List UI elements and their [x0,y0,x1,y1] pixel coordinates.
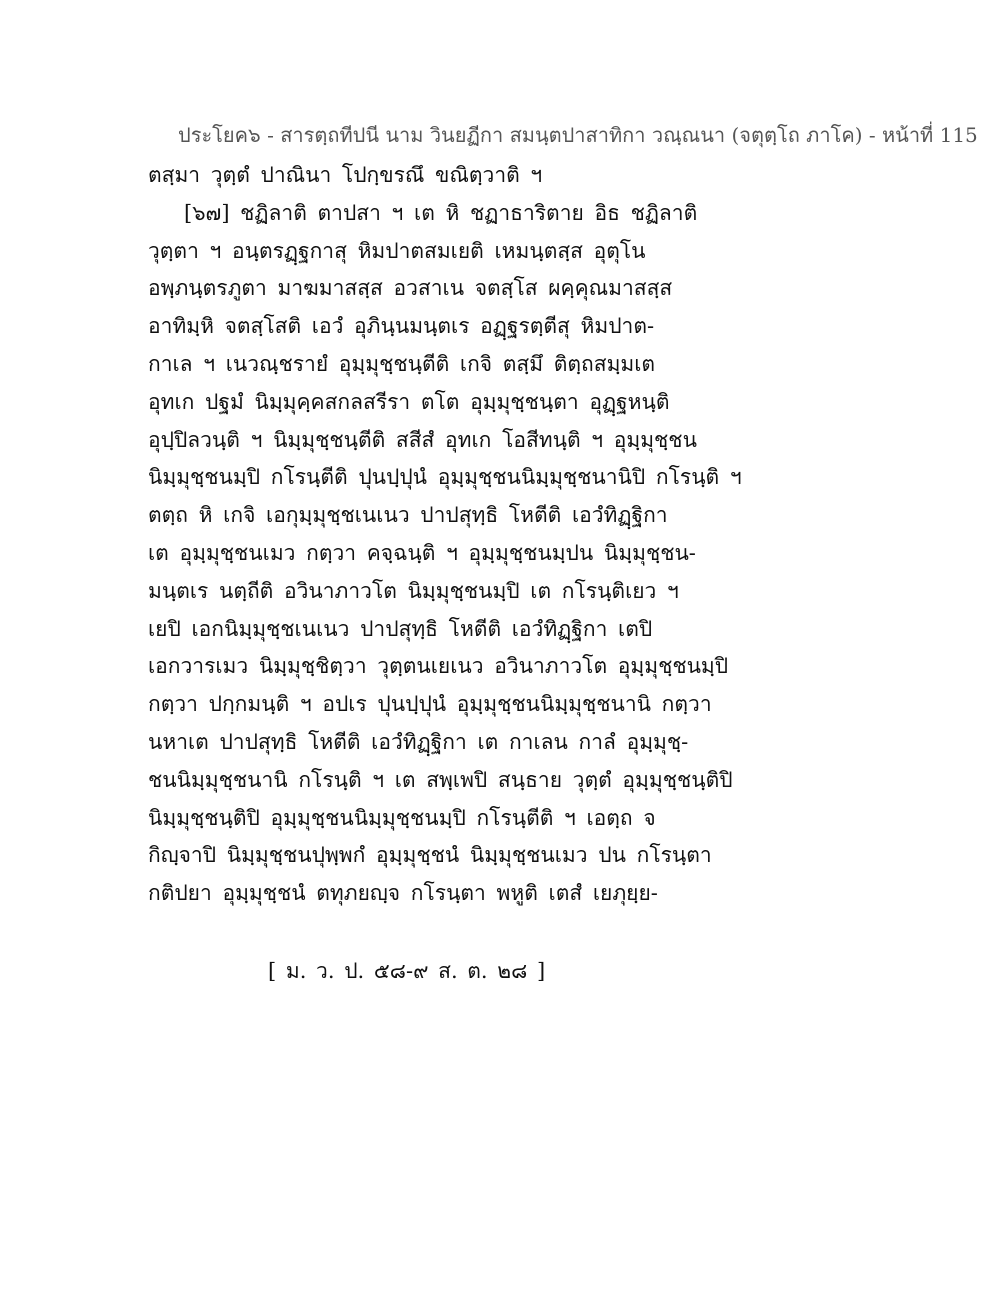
paragraph-start-line: [๖๗] ชฏิลาติ ตาปสา ฯ เต หิ ชฏาธาริตาย อิธ ชฏิลาติ [184,200,698,225]
text-line: อพฺภนฺตรภูตา มาฆมาสสฺส อวสาเน จตสฺโส ผคฺคุณมาสสฺส [148,276,673,301]
text-line: มนฺตเร นตฺถีติ อวินาภาวโต นิมฺมุชฺชนมฺปิ เต กโรนฺติเยว ฯ [148,578,679,603]
text-line: เอกวารเมว นิมฺมุชฺชิตฺวา วุตฺตนเยเนว อวินาภาวโต อุมฺมุชฺชนมฺปิ [148,654,729,679]
text-line: วุตฺตา ฯ อนฺตรฏฺฐกาสุ หิมปาตสมเยติ เหมนฺตสฺส อุตุโน [148,238,646,263]
text-line: เยปิ เอกนิมฺมุชฺชเนเนว ปาปสุทฺธิ โหตีติ เอวํทิฏฺฐิกา เตปิ [148,616,653,641]
text-line: อุทเก ปฐมํ นิมฺมุคฺคสกลสรีรา ตโต อุมฺมุชฺชนฺตา อุฏฺฐหนฺติ [148,389,670,414]
text-line: นหาเต ปาปสุทฺธิ โหตีติ เอวํทิฏฺฐิกา เต กาเลน กาลํ อุมฺมุชฺ- [148,729,689,754]
text-line: ตตฺถ หิ เกจิ เอกุมฺมุชฺชเนเนว ปาปสุทฺธิ โหตีติ เอวํทิฏฺฐิกา [148,503,668,528]
text-line: ตสฺมา วุตฺตํ ปาณินา โปกฺขรณึ ขณิตฺวาติ ฯ [148,163,543,187]
source-reference: [ ม. ว. ป. ๕๘-๙ ส. ต. ๒๘ ] [268,959,546,983]
text-line: อาทิมฺหิ จตสฺโสติ เอวํ อุภินฺนมนฺตเร อฏฺฐรตฺตีสุ หิมปาต- [148,314,655,339]
body-text [148,157,868,913]
text-line: เต อุมฺมุชฺชนเมว กตฺวา คจฺฉนฺติ ฯ อุมฺมุชฺชนมฺปน นิมฺมุชฺชน- [148,540,696,565]
text-line: กติปยา อุมฺมุชฺชนํ ตทุภยญฺจ กโรนฺตา พหูติ เตสํ เยภุยฺย- [148,881,658,906]
text-line: กตฺวา ปกฺกมนฺติ ฯ อปเร ปุนปฺปุนํ อุมฺมุชฺชนนิมฺมุชฺชนานิ กตฺวา [148,692,712,717]
text-line: นิมฺมุชฺชนมฺปิ กโรนฺตีติ ปุนปฺปุนํ อุมฺมุชฺชนนิมฺมุชฺชนานิปิ กโรนฺติ ฯ [148,465,742,490]
page-header: ประโยค๖ - สารตฺถทีปนี นาม วินยฏีกา สมนฺตปาสาทิกา วณฺณนา (จตุตฺโถ ภาโค) - หน้าที่ 115 [178,123,978,147]
text-line: กาเล ฯ เนวณฺชรายํ อุมฺมุชฺชนฺตีติ เกจิ ตสฺมึ ติตฺถสมฺมเต [148,351,656,376]
text-line: กิญฺจาปิ นิมฺมุชฺชนปุพฺพกํ อุมฺมุชฺชนํ นิมฺมุชฺชนเมว ปน กโรนฺตา [148,843,712,868]
text-line: ชนนิมฺมุชฺชนานิ กโรนฺติ ฯ เต สพฺเพปิ สนฺธาย วุตฺตํ อุมฺมุชฺชนฺติปิ [148,767,733,792]
text-line: อุปฺปิลวนฺติ ฯ นิมฺมุชฺชนฺตีติ สสีสํ อุทเก โอสีทนฺติ ฯ อุมฺมุชฺชน [148,427,697,452]
text-line: นิมฺมุชฺชนฺติปิ อุมฺมุชฺชนนิมฺมุชฺชนมฺปิ กโรนฺตีติ ฯ เอตฺถ จ [148,805,656,830]
